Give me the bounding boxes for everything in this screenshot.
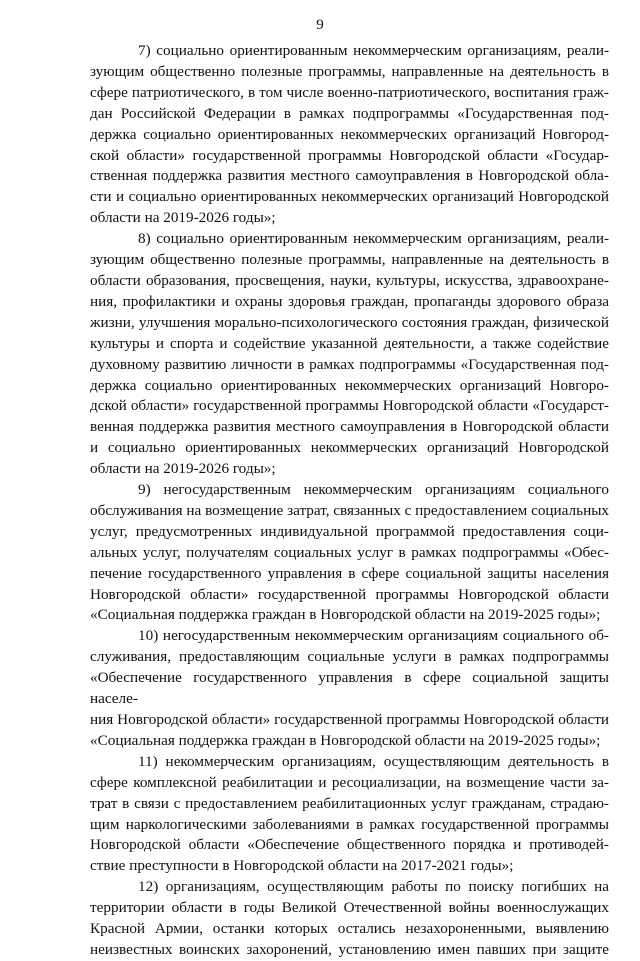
text-line: ской области» государственной программы Новгородской области «Государ- xyxy=(90,146,609,164)
text-line: сти и социально ориентированных некоммерческих организаций Новгородской xyxy=(90,188,609,206)
paragraph-item-8 xyxy=(90,229,609,480)
text-line: и социально ориентированных некоммерческих организаций Новгородской xyxy=(90,439,609,457)
text-line: услуг, предусмотренных индивидуальной программой предоставления соци- xyxy=(90,522,609,540)
text-line: «Социальная поддержка граждан в Новгородской области на 2019-2025 годы»; xyxy=(90,731,601,749)
text-line: ственная поддержка развития местного самоуправления в Новгородской обла- xyxy=(90,167,609,185)
text-line: Новгородской области» государственной программы Новгородской области xyxy=(90,585,609,603)
text-line: ния Новгородской области» государственной программы Новгородской области xyxy=(90,711,609,728)
text-line: сфере комплексной реабилитации и ресоциализации, на возмещение части за- xyxy=(90,773,609,791)
text-line: ствие преступности в Новгородской области на 2017-2021 годы»; xyxy=(90,857,514,875)
text-line: альных услуг, получателям социальных услуг в рамках подпрограммы «Обес- xyxy=(90,543,609,561)
document-body xyxy=(90,41,609,961)
text-line: неизвестных воинских захоронений, установлению имен павших при защите xyxy=(90,940,609,958)
text-line: сфере патриотического, в том числе военно-патриотического, воспитания граж- xyxy=(90,83,609,101)
paragraph-item-9 xyxy=(90,480,609,626)
text-line: обслуживания на возмещение затрат, связанных с предоставлением социальных xyxy=(90,501,609,519)
text-line: ния, профилактики и охраны здоровья граждан, пропаганды здорового образа xyxy=(90,292,609,310)
text-line: «Социальная поддержка граждан в Новгородской области на 2019-2025 годы»; xyxy=(90,606,601,624)
text-line: 7) социально ориентированным некоммерческим организациям, реали- xyxy=(138,42,609,59)
text-line: области на 2019-2026 годы»; xyxy=(90,460,276,478)
text-line: 8) социально ориентированным некоммерческим организациям, реали- xyxy=(138,230,609,248)
paragraph-item-7 xyxy=(90,41,609,229)
text-line: 10) негосударственным некоммерческим организациям социального об- xyxy=(138,627,609,645)
text-line: области на 2019-2026 годы»; xyxy=(90,209,276,227)
text-line: Красной Армии, останки которых остались незахороненными, выявлению xyxy=(90,920,609,938)
page-number: 9 xyxy=(316,17,324,33)
text-line: держка социально ориентированных некоммерческих организаций Новгород- xyxy=(90,125,609,143)
text-line: области образования, просвещения, науки, культуры, искусства, здравоохране- xyxy=(90,271,609,289)
text-line: культуры и спорта и содействие указанной деятельности, а также содействие xyxy=(90,334,609,352)
text-line: Новгородской области «Обеспечение общественного порядка и противодей- xyxy=(90,836,609,854)
text-line: «Обеспечение государственного управления в сфере социальной защиты населе- xyxy=(90,669,609,708)
text-line: духовному развитию личности в рамках подпрограммы «Государственная под- xyxy=(90,355,609,373)
text-line: венная поддержка развития местного самоуправления в Новгородской области xyxy=(90,418,609,436)
paragraph-item-11 xyxy=(90,752,609,877)
text-line: зующим общественно полезные программы, направленные на деятельность в xyxy=(90,62,609,80)
text-line: служивания, предоставляющим социальные услуги в рамках подпрограммы xyxy=(90,648,609,666)
text-line: печение государственного управления в сфере социальной защиты населения xyxy=(90,564,609,582)
text-line: щим наркологическими заболеваниями в рамках государственной программы xyxy=(90,815,609,833)
text-line: 11) некоммерческим организациям, осуществляющим деятельность в xyxy=(138,752,609,770)
text-line: дан Российской Федерации в рамках подпрограммы «Государственная под- xyxy=(90,104,609,122)
text-line: жизни, улучшения морально-психологического состояния граждан, физической xyxy=(90,313,609,331)
text-line: 12) организациям, осуществляющим работы по поиску погибших на xyxy=(138,878,609,896)
text-line: дской области» государственной программы Новгородской области «Государст- xyxy=(90,397,609,415)
text-line: держка социально ориентированных некоммерческих организаций Новгоро- xyxy=(90,376,609,394)
text-line: зующим общественно полезные программы, направленные на деятельность в xyxy=(90,251,609,269)
text-line: 9) негосударственным некоммерческим организациям социального xyxy=(138,481,609,499)
text-line: территории области в годы Великой Отечественной войны военнослужащих xyxy=(90,899,609,917)
text-line: трат в связи с предоставлением реабилитационных услуг гражданам, страдаю- xyxy=(90,794,609,812)
paragraph-item-12 xyxy=(90,877,609,961)
paragraph-item-10 xyxy=(90,626,609,751)
